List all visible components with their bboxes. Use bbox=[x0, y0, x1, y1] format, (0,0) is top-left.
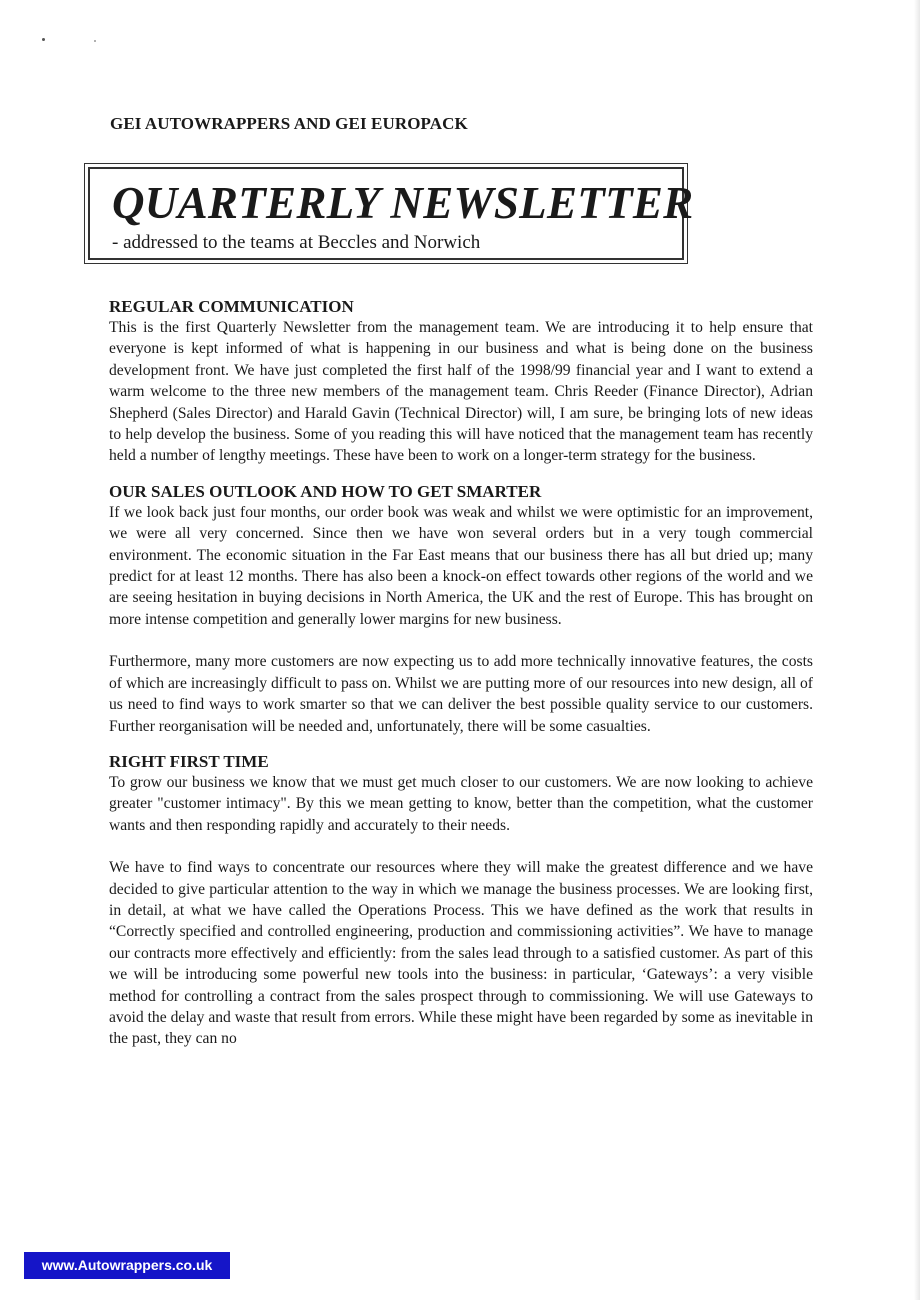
section-heading: OUR SALES OUTLOOK AND HOW TO GET SMARTER bbox=[109, 481, 542, 501]
newsletter-masthead bbox=[84, 163, 694, 264]
scan-speck bbox=[94, 40, 96, 42]
paragraph: This is the first Quarterly Newsletter from the management team. We are introducing it to help ensure that everyone is kept informed of what is happening in our business and what is being done on the business development front. We have just completed the first half of the 1998/99 financial year and I want to extend a warm welcome to the three new members of the management team. Chris Reeder (Finance Director), Adrian Shepherd (Sales Director) and Harald Gavin (Technical Director) will, I am sure, be bringing lots of new ideas to help develop the business. Some of you reading this will have noticed that the management team has recently held a number of lengthy meetings. These have been to work on a longer-term strategy for the business. bbox=[109, 319, 813, 465]
newsletter-title: QUARTERLY NEWSLETTER bbox=[112, 178, 694, 228]
page-edge-shadow bbox=[914, 0, 920, 1300]
spacer bbox=[109, 630, 813, 651]
section-regular-communication bbox=[109, 296, 813, 467]
spacer bbox=[109, 737, 813, 751]
newsletter-subtitle: - addressed to the teams at Beccles and Norwich bbox=[112, 232, 481, 253]
paragraph: Furthermore, many more customers are now expecting us to add more technically innovative features, the costs of which are increasingly difficult to pass on. Whilst we are putting more of our resources into new design, all of us need to find ways to work smarter so that we can deliver the best possible quality service to our customers. Further reorganisation will be needed and, unfortunately, there will be some casualties. bbox=[109, 653, 813, 735]
section-heading: REGULAR COMMUNICATION bbox=[109, 297, 354, 316]
spacer bbox=[109, 836, 813, 857]
company-heading: GEI AUTOWRAPPERS AND GEI EUROPACK bbox=[110, 114, 468, 133]
website-link[interactable]: www.Autowrappers.co.uk bbox=[24, 1252, 230, 1279]
scan-speck bbox=[42, 38, 45, 41]
spacer bbox=[109, 467, 813, 481]
section-right-first-time bbox=[109, 751, 813, 1050]
paragraph: If we look back just four months, our order book was weak and whilst we were optimistic for an improvement, we were all very concerned. Since then we have won several orders but in a very tough commercial environment. The economic situation in the Far East means that our business there has all but dried up; many predict for at least 12 months. There has also been a knock-on effect towards other regions of the world and we are seeing hesitation in buying decisions in North America, the UK and the rest of Europe. This has brought on more intense competition and generally lower margins for new business. bbox=[109, 503, 813, 628]
paragraph: We have to find ways to concentrate our resources where they will make the greatest difference and we have decided to give particular attention to the way in which we manage the business processes. We are looking first, in detail, at what we have called the Operations Process. This we have defined as the work that results in “Correctly specified and controlled engineering, production and commissioning activities”. We have to manage our contracts more effectively and efficiently: from the sales lead through to a satisfied customer. As part of this we will be introducing some powerful new tools into the business: in particular, ‘Gateways’: a very visible method for controlling a contract from the sales prospect through to commissioning. We will use Gateways to avoid the delay and waste that result from errors. While these might have been regarded by some as inevitable in the past, they can no bbox=[109, 859, 813, 1048]
paragraph: To grow our business we know that we must get much closer to our customers. We are now looking to achieve greater "customer intimacy". By this we mean getting to know, better than the competition, what the customer wants and then responding rapidly and accurately to their needs. bbox=[109, 773, 813, 834]
section-sales-outlook bbox=[109, 481, 813, 737]
masthead-inner-border bbox=[88, 167, 694, 260]
newsletter-body bbox=[109, 296, 813, 1050]
section-heading: RIGHT FIRST TIME bbox=[109, 751, 269, 771]
